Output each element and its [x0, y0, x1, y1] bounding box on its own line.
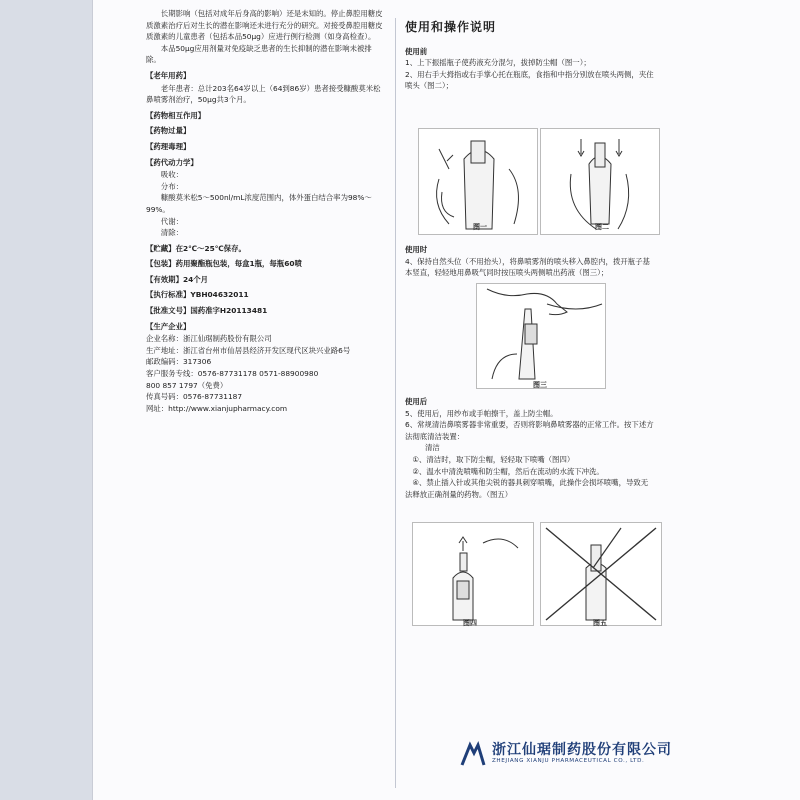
figure-2	[540, 128, 660, 235]
pk-distribution-title: 分布：	[160, 181, 183, 191]
figure-4-illustration	[413, 523, 533, 625]
before-step-1: 1、上下振摇瓶子使药液充分混匀，拔掉防尘帽（图一）；	[405, 58, 591, 68]
company-web: 网址：http://www.xianjupharmacy.com	[146, 403, 288, 413]
company-logo-en: ZHEJIANG XIANJU PHARMACEUTICAL CO., LTD.	[492, 758, 645, 764]
pk-heading: 【药代动力学】	[146, 157, 198, 167]
company-name: 企业名称：浙江仙琚制药股份有限公司	[146, 334, 272, 344]
after-step-6: 6、常规清洁鼻喷雾器非常重要，否则将影响鼻喷雾器的正常工作。按下述方法彻底清洁装置：	[405, 420, 654, 441]
interaction-heading: 【药物相互作用】	[146, 110, 206, 120]
elderly-heading: 【老年用药】	[146, 70, 191, 80]
figure-3	[476, 283, 606, 389]
pk-elimination-title: 清除：	[160, 228, 183, 238]
validity-heading: 【有效期】	[146, 274, 183, 284]
elderly-text: 老年患者：总计203名64岁以上（64到86岁）患者接受糠酸莫米松鼻喷雾剂治疗，50μg共3个月。	[146, 83, 381, 105]
figure-4	[412, 522, 534, 626]
standard-line	[146, 289, 386, 301]
figure-1-caption: 图一	[473, 223, 487, 231]
figure-5-caption: 图五	[593, 619, 607, 627]
column-divider	[395, 18, 396, 788]
storage-heading: 【贮藏】	[146, 243, 176, 253]
figure-5	[540, 522, 662, 626]
before-use-heading: 使用前	[405, 46, 428, 56]
intro-paragraph-1: 长期影响（包括对成年后身高的影响）还是未知的。停止鼻腔用糖皮质激素治疗后对生长的潜在影响还未进行充分的研究。对接受鼻腔用糖皮质激素的儿童患者（包括本品50μg）应进行例行检测（如身高检查）。	[146, 9, 383, 42]
validity-text: 24个月	[182, 274, 209, 284]
figure-4-caption: 图四	[463, 619, 477, 627]
clean-step-4: ④、禁止插入针或其他尖锐的器具刺穿喷嘴，此操作会损坏喷嘴，导致无法释放正确剂量的药物。（图五）	[405, 478, 649, 499]
figure-1-illustration	[419, 129, 537, 234]
company-phone: 客户服务专线：0576-87731178 0571-88900980	[146, 369, 319, 379]
after-use-block	[405, 392, 655, 500]
figure-2-caption: 图二	[595, 223, 609, 231]
pharmacology-heading: 【药理毒理】	[146, 141, 191, 151]
during-use-heading: 使用时	[405, 245, 428, 254]
during-step-4: 4、保持自然头位（不用抬头），将鼻喷雾剂的喷头移入鼻腔内，拨开瓶子基本竖直，轻轻地用鼻吸气同时按压喷头两侧喷出药液（图三）；	[405, 256, 650, 278]
storage-line	[146, 243, 386, 255]
overdose-heading: 【药物过量】	[146, 126, 191, 136]
company-phone-free: 800 857 1797（免费）	[146, 380, 228, 390]
after-step-5: 5、使用后，用纱布或手帕擦干，盖上防尘帽。	[405, 408, 558, 418]
company-address: 生产地址：浙江省台州市仙居县经济开发区现代区块兴业路6号	[146, 345, 351, 355]
before-step-2: 2、用右手大拇指或右手掌心托在瓶底，食指和中指分别放在喷头两侧，夹住喷头（图二）；	[405, 69, 654, 91]
figure-2-illustration	[541, 129, 659, 234]
package-line	[146, 258, 386, 270]
pk-distribution-text: 糠酸莫米松5～500nl/mL浓度范围内，体外蛋白结合率为98%～99%。	[146, 193, 372, 214]
clean-title: 清洁	[425, 443, 440, 453]
pk-metabolism-title: 代谢：	[160, 216, 183, 226]
clean-step-1: ①、清洁时，取下防尘帽，轻轻取下喷嘴（图四）	[412, 454, 575, 464]
figure-3-caption: 图三	[533, 381, 547, 389]
company-logo-mark	[458, 739, 488, 769]
company-fax: 传真号码：0576-87731187	[146, 392, 243, 402]
intro-paragraph-2: 本品50μg应用剂量对免疫缺乏患者的生长抑制的潜在影响未被排除。	[146, 43, 372, 65]
right-column	[405, 22, 655, 92]
company-logo-cn: 浙江仙琚制药股份有限公司	[492, 742, 672, 758]
figure-5-illustration	[541, 523, 661, 625]
approval-heading: 【批准文号】	[146, 306, 191, 316]
approval-line	[146, 305, 386, 317]
company-heading: 【生产企业】	[146, 321, 191, 331]
package-heading: 【包装】	[146, 259, 176, 269]
clean-step-2: ②、温水中清洗喷嘴和防尘帽，然后在流动的水流下冲洗。	[412, 466, 604, 476]
instructions-title: 使用和操作说明	[405, 20, 497, 34]
after-use-heading: 使用后	[405, 397, 428, 406]
left-column	[146, 8, 386, 414]
standard-text: YBH04632011	[190, 290, 249, 300]
package-text: 药用聚酯瓶包装，每盒1瓶，每瓶60喷	[175, 259, 302, 269]
during-use-block	[405, 240, 655, 279]
validity-line	[146, 274, 386, 286]
standard-heading: 【执行标准】	[146, 290, 191, 300]
storage-text: 在2℃～25℃保存。	[175, 243, 246, 253]
pk-absorption-title: 吸收：	[160, 170, 183, 180]
company-logo	[458, 737, 698, 777]
figure-3-illustration	[477, 284, 605, 388]
company-postcode: 邮政编码：317306	[146, 357, 212, 367]
approval-text: 国药准字H20113481	[190, 306, 268, 316]
figure-1	[418, 128, 538, 235]
